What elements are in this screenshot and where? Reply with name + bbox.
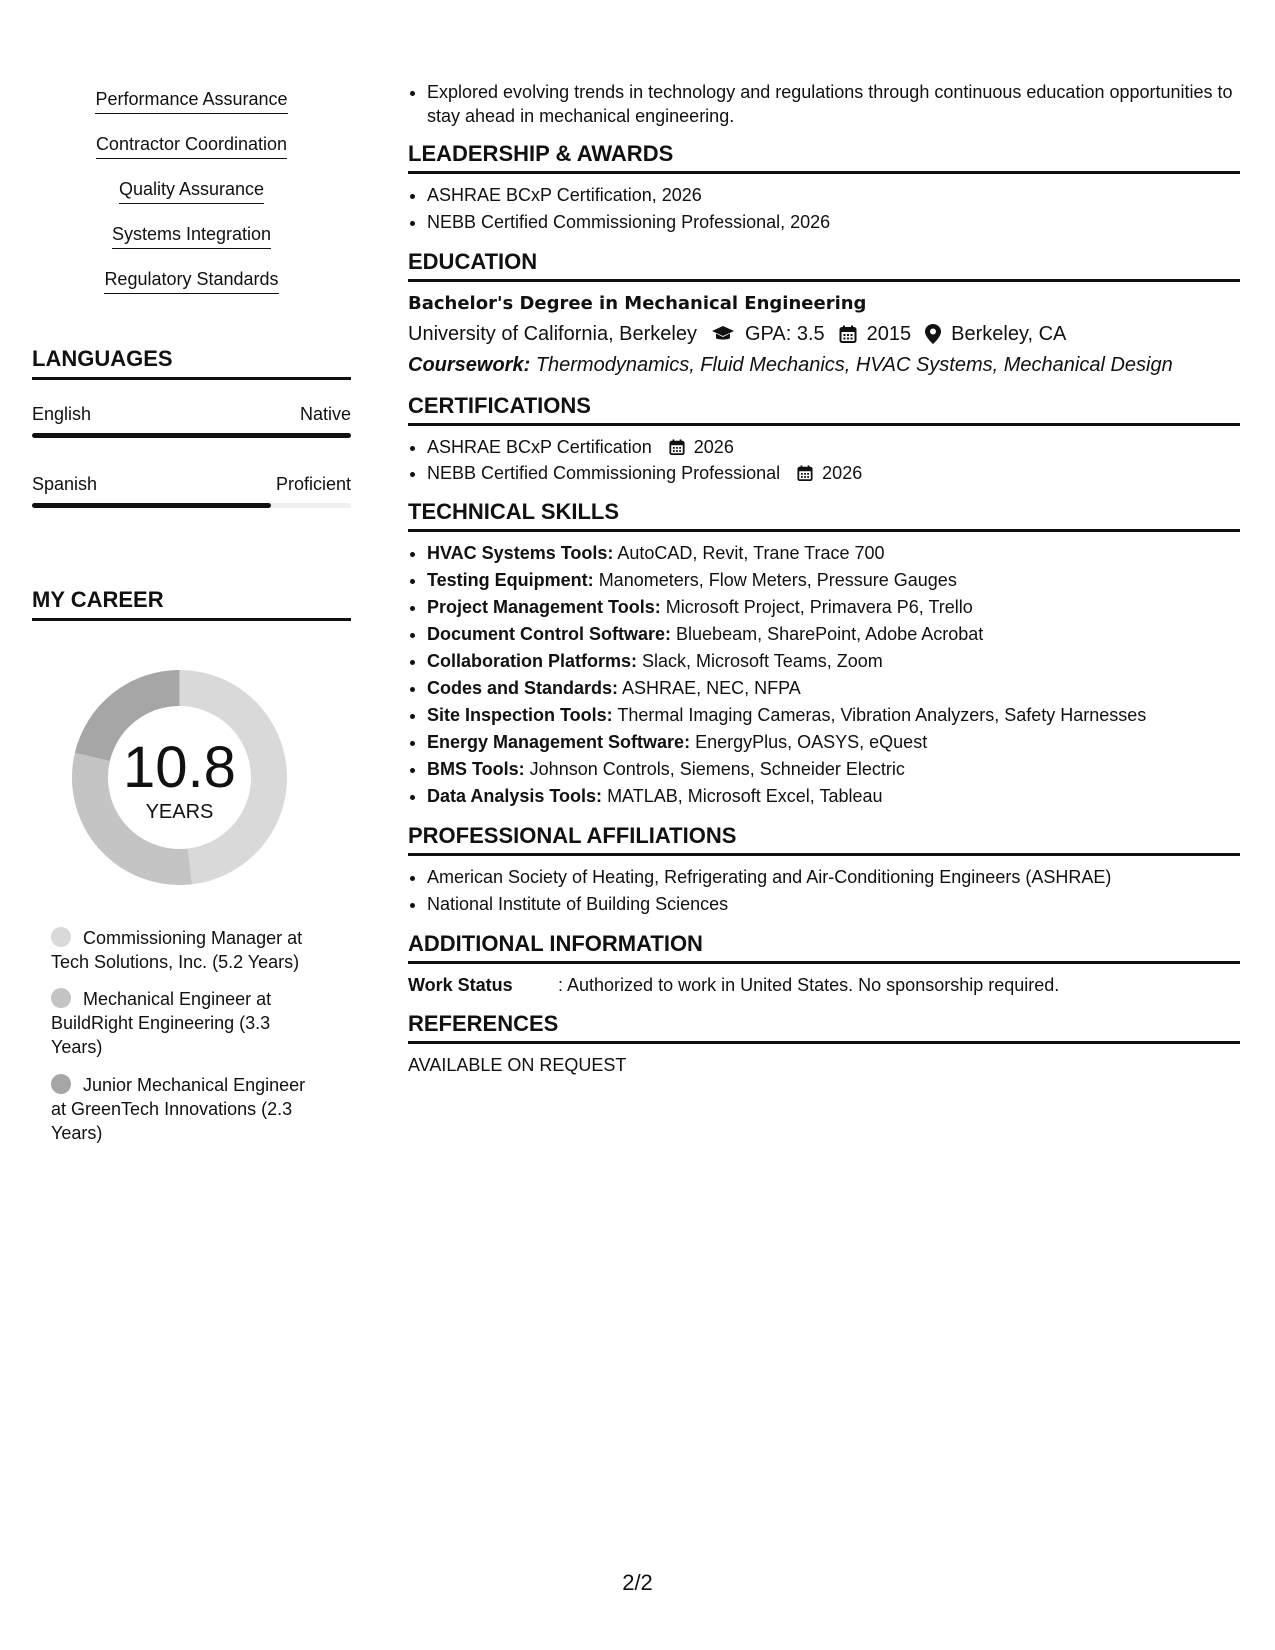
graduation-cap-icon [711, 325, 735, 343]
leadership-section [408, 141, 1240, 236]
list-item: • Site Inspection Tools: Thermal Imaging Cameras, Vibration Analyzers, Safety Harnesses [427, 702, 1240, 729]
legend-dot [51, 927, 71, 947]
list-item: • Document Control Software: Bluebeam, SharePoint, Adobe Acrobat [427, 621, 1240, 648]
gpa: GPA: 3.5 [745, 323, 825, 345]
school-name: University of California, Berkeley [408, 323, 697, 345]
cert-name: ASHRAE BCxP Certification [427, 437, 652, 457]
graduation-year: 2015 [866, 323, 912, 345]
affiliations-section [408, 823, 1240, 918]
career-total: 10.8 [123, 735, 236, 800]
legend-dot [51, 988, 71, 1008]
skill-tag: Quality Assurance [32, 178, 351, 204]
location-pin-icon [925, 324, 941, 344]
coursework-list: Thermodynamics, Fluid Mechanics, HVAC Systems, Mechanical Design [535, 354, 1173, 376]
skill-tag: Performance Assurance [32, 88, 351, 114]
languages-heading: LANGUAGES [32, 346, 351, 380]
list-item: • Testing Equipment: Manometers, Flow Meters, Pressure Gauges [427, 567, 1240, 594]
language-name: English [32, 404, 92, 424]
skill-tag: Systems Integration [32, 223, 351, 249]
work-status [408, 972, 1240, 998]
page-number: 2/2 [622, 1570, 653, 1595]
main-content [408, 80, 1240, 1091]
career-legend-item: Junior Mechanical Engineer at GreenTech Innovations (2.3 Years) [51, 1075, 306, 1143]
section-heading: EDUCATION [408, 249, 1240, 282]
work-status-label: Work Status [408, 975, 513, 995]
certifications-section [408, 393, 1240, 486]
list-item: • BMS Tools: Johnson Controls, Siemens, Schneider Electric [427, 756, 1240, 783]
list-item: • Project Management Tools: Microsoft Project, Primavera P6, Trello [427, 594, 1240, 621]
cert-year: 2026 [822, 463, 863, 483]
list-item: • NEBB Certified Commissioning Professional, 2026 [427, 209, 1240, 236]
experience-tail [408, 80, 1240, 128]
additional-info-section [408, 931, 1240, 998]
cert-name: NEBB Certified Commissioning Professional [427, 463, 781, 483]
calendar-icon [669, 439, 685, 455]
list-item: • ASHRAE BCxP Certification, 2026 [427, 182, 1240, 209]
career-unit: YEARS [145, 801, 214, 823]
section-heading: REFERENCES [408, 1011, 1240, 1044]
list-item [427, 460, 1240, 486]
work-status-value: : Authorized to work in United States. No sponsorship required. [558, 975, 1060, 995]
language-bar-fill [32, 503, 271, 508]
language-row [32, 474, 351, 495]
references-section [408, 1011, 1240, 1078]
technical-skills-section [408, 499, 1240, 810]
list-item: • Collaboration Platforms: Slack, Microsoft Teams, Zoom [427, 648, 1240, 675]
coursework [408, 350, 1240, 380]
list-item: • Explored evolving trends in technology and regulations through continuous education opportunities to stay ahead in mechanical engineering. [427, 80, 1240, 128]
legend-dot [51, 1074, 71, 1094]
school-location: Berkeley, CA [951, 323, 1067, 345]
coursework-label: Coursework: [408, 354, 531, 376]
language-row [32, 404, 351, 425]
skill-tag: Contractor Coordination [32, 133, 351, 159]
list-item [427, 434, 1240, 460]
language-bar [32, 433, 351, 438]
degree-title: Bachelor's Degree in Mechanical Engineering [408, 293, 867, 314]
list-item: • American Society of Heating, Refrigerating and Air-Conditioning Engineers (ASHRAE) [427, 864, 1240, 891]
language-level: Native [299, 404, 351, 424]
language-level: Proficient [275, 474, 351, 494]
career-legend-item: Commissioning Manager at Tech Solutions, Inc. (5.2 Years) [51, 928, 303, 972]
list-item: • Data Analysis Tools: MATLAB, Microsoft Excel, Tableau [427, 783, 1240, 810]
language-name: Spanish [32, 474, 98, 494]
career-donut-chart [67, 665, 292, 890]
references-text: AVAILABLE ON REQUEST [408, 1055, 627, 1075]
section-heading: CERTIFICATIONS [408, 393, 1240, 426]
section-heading: TECHNICAL SKILLS [408, 499, 1240, 532]
skill-tag: Regulatory Standards [32, 268, 351, 294]
list-item: • Energy Management Software: EnergyPlus, OASYS, eQuest [427, 729, 1240, 756]
education-details [408, 318, 1240, 350]
list-item: • Codes and Standards: ASHRAE, NEC, NFPA [427, 675, 1240, 702]
list-item: • National Institute of Building Sciences [427, 891, 1240, 918]
language-bar [32, 503, 351, 508]
education-section [408, 249, 1240, 380]
career-heading: MY CAREER [32, 587, 351, 621]
career-legend-item: Mechanical Engineer at BuildRight Engineering (3.3 Years) [51, 989, 272, 1057]
section-heading: LEADERSHIP & AWARDS [408, 141, 1240, 174]
section-heading: PROFESSIONAL AFFILIATIONS [408, 823, 1240, 856]
calendar-icon [839, 325, 857, 343]
calendar-icon [797, 465, 813, 481]
section-heading: ADDITIONAL INFORMATION [408, 931, 1240, 964]
cert-year: 2026 [693, 437, 734, 457]
language-bar-fill [32, 433, 351, 438]
list-item: • HVAC Systems Tools: AutoCAD, Revit, Trane Trace 700 [427, 540, 1240, 567]
